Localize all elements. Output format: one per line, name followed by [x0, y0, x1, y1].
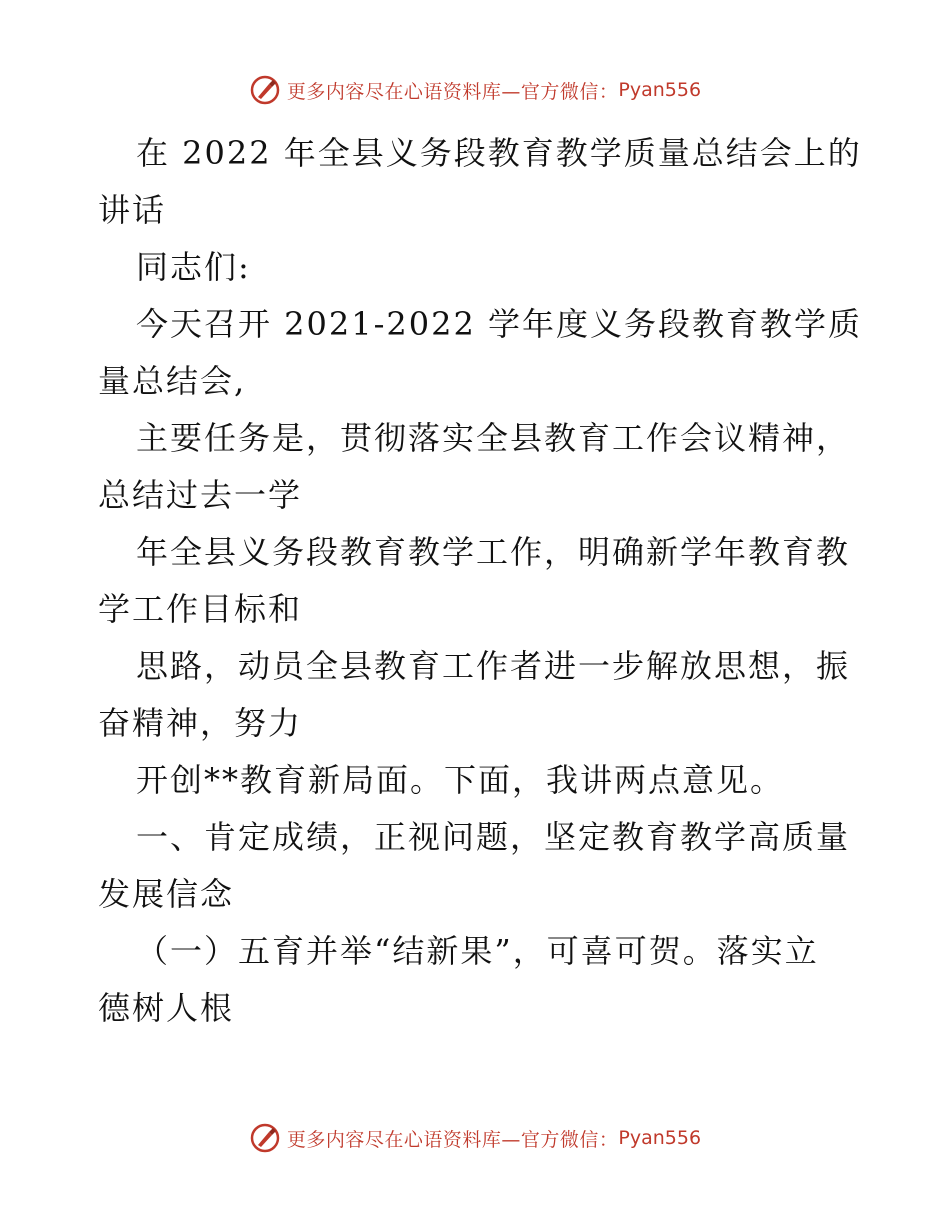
text-line: 奋精神，努力 [98, 704, 303, 742]
text-line: （一）五育并举“结新果”，可喜可贺。落实立 [136, 932, 819, 970]
text-line: 同志们: [136, 248, 251, 286]
header-banner [0, 70, 950, 110]
text-line: 主要任务是，贯彻落实全县教育工作会议精神， [136, 419, 851, 457]
text-line: 开创**教育新局面。下面，我讲两点意见。 [136, 761, 785, 799]
document-body [98, 125, 863, 1037]
text-line: 一、肯定成绩，正视问题，坚定教育教学高质量 [136, 818, 851, 856]
text-line: 年全县义务段教育教学工作，明确新学年教育教 [136, 533, 851, 571]
text-line: 在 2022 年全县义务段教育教学质量总结会上的 [136, 134, 862, 172]
text-line: 量总结会, [98, 362, 247, 400]
pen-logo-icon [249, 1122, 281, 1154]
banner-wechat-id: Pyan556 [618, 1127, 702, 1149]
text-line: 思路，动员全县教育工作者进一步解放思想，振 [136, 647, 851, 685]
banner-text: 更多内容尽在心语资料库—官方微信： [286, 80, 619, 103]
banner-wechat-id: Pyan556 [618, 79, 702, 101]
footer-banner [0, 1118, 950, 1158]
text-line: 讲话 [98, 191, 167, 229]
text-line: 今天召开 2021-2022 学年度义务段教育教学质 [136, 305, 863, 343]
pen-logo-icon [249, 74, 281, 106]
text-line: 学工作目标和 [98, 590, 303, 628]
text-line: 发展信念 [98, 875, 235, 913]
text-line: 德树人根 [98, 989, 235, 1027]
banner-text: 更多内容尽在心语资料库—官方微信： [286, 1128, 619, 1151]
text-line: 总结过去一学 [98, 476, 303, 514]
